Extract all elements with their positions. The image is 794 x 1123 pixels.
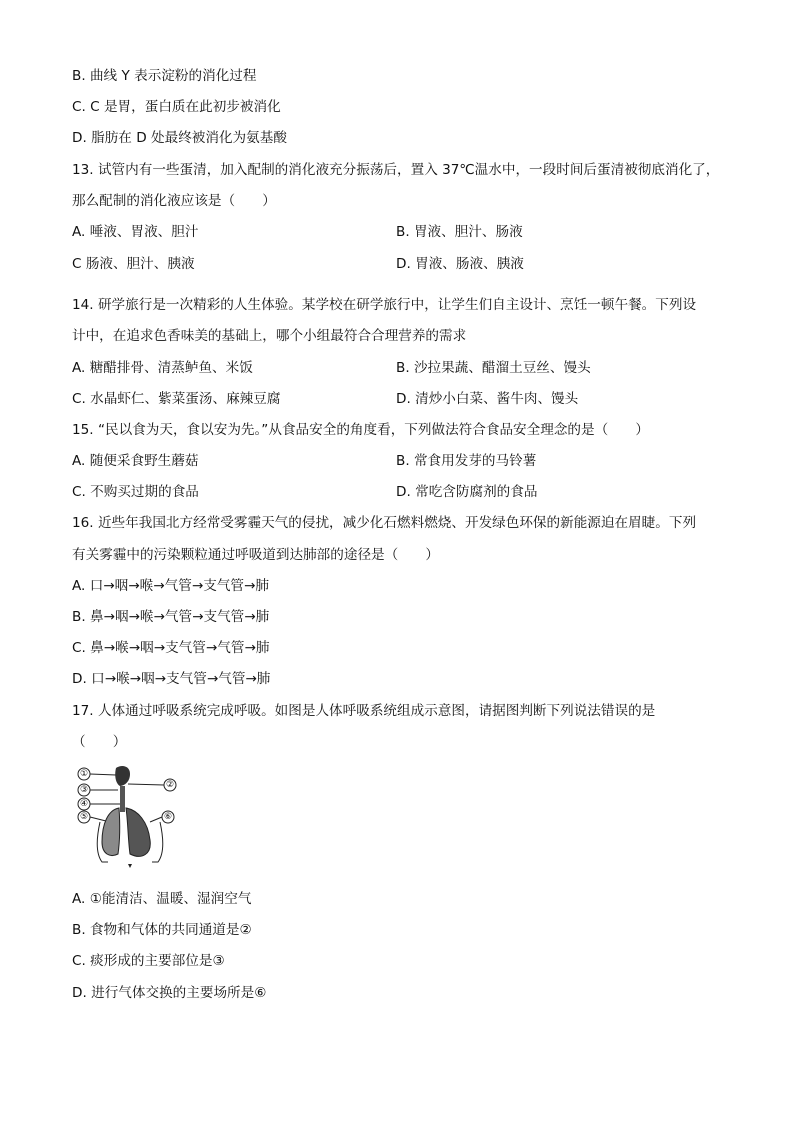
q17-option-d: D. 进行气体交换的主要场所是⑥ <box>72 985 267 1001</box>
figure-label-1: ① <box>79 769 89 779</box>
q17-option-b: B. 食物和气体的共同通道是② <box>72 922 252 938</box>
q15-option-d: D. 常吃含防腐剂的食品 <box>396 484 538 500</box>
right-lung-shape <box>126 808 150 856</box>
q12-option-c: C. C 是胃，蛋白质在此初步被消化 <box>72 99 281 115</box>
figure-label-3: ③ <box>79 785 89 795</box>
q13-stem-line2: 那么配制的消化液应该是（ ） <box>72 193 276 209</box>
q17-option-c: C. 痰形成的主要部位是③ <box>72 953 225 969</box>
q15-option-c: C. 不购买过期的食品 <box>72 484 199 500</box>
figure-label-4: ④ <box>79 799 89 809</box>
q13-option-a: A. 唾液、胃液、胆汁 <box>72 224 199 240</box>
q13-stem-line1: 13. 试管内有一些蛋清，加入配制的消化液充分振荡后，置入 37℃温水中，一段时间后蛋清被彻底消化了， <box>72 162 720 178</box>
q17-stem-line2: （ ） <box>72 734 127 750</box>
q14-option-d: D. 清炒小白菜、酱牛肉、馒头 <box>396 391 579 407</box>
q14-option-a: A. 糖醋排骨、清蒸鲈鱼、米饭 <box>72 360 253 376</box>
q14-stem-line2: 计中，在追求色香味美的基础上，哪个小组最符合合理营养的需求 <box>72 328 467 344</box>
q17-stem-line1: 17. 人体通过呼吸系统完成呼吸。如图是人体呼吸系统组成示意图，请据图判断下列说法错误的是 <box>72 703 656 719</box>
q12-option-b: B. 曲线 Y 表示淀粉的消化过程 <box>72 68 257 84</box>
q13-option-c: C 肠液、胆汁、胰液 <box>72 256 195 272</box>
q14-option-b: B. 沙拉果蔬、醋溜土豆丝、馒头 <box>396 360 591 376</box>
left-lung-shape <box>102 808 120 856</box>
q14-stem-line1: 14. 研学旅行是一次精彩的人生体验。某学校在研学旅行中，让学生们自主设计、烹饪一顿午餐。下列设 <box>72 297 697 313</box>
figure-label-5: ⑤ <box>79 812 89 822</box>
q12-option-d: D. 脂肪在 D 处最终被消化为氨基酸 <box>72 130 287 146</box>
figure-label-6: ⑥ <box>163 812 173 822</box>
figure-mark <box>128 864 132 868</box>
q17-option-a: A. ①能清洁、温暖、湿润空气 <box>72 891 252 907</box>
nasal-cavity-shape <box>115 766 130 786</box>
q15-option-a: A. 随便采食野生蘑菇 <box>72 453 199 469</box>
q13-option-d: D. 胃液、肠液、胰液 <box>396 256 524 272</box>
q16-stem-line2: 有关雾霾中的污染颗粒通过呼吸道到达肺部的途径是（ ） <box>72 547 440 563</box>
q16-option-c: C. 鼻→喉→咽→支气管→气管→肺 <box>72 640 270 656</box>
respiratory-system-figure <box>72 764 184 874</box>
q16-option-a: A. 口→咽→喉→气管→支气管→肺 <box>72 578 269 594</box>
q15-option-b: B. 常食用发芽的马铃薯 <box>396 453 537 469</box>
q15-stem-line1: 15. “民以食为天，食以安为先。”从食品安全的角度看，下列做法符合食品安全理念的是（ ） <box>72 422 649 438</box>
q16-option-b: B. 鼻→咽→喉→气管→支气管→肺 <box>72 609 270 625</box>
q13-option-b: B. 胃液、胆汁、肠液 <box>396 224 523 240</box>
trachea-shape <box>120 786 125 812</box>
q14-option-c: C. 水晶虾仁、紫菜蛋汤、麻辣豆腐 <box>72 391 281 407</box>
q16-stem-line1: 16. 近些年我国北方经常受雾霾天气的侵扰，减少化石燃料燃烧、开发绿色环保的新能源迫在眉睫。下列 <box>72 515 697 531</box>
figure-label-2: ② <box>165 780 175 790</box>
q16-option-d: D. 口→喉→咽→支气管→气管→肺 <box>72 671 271 687</box>
